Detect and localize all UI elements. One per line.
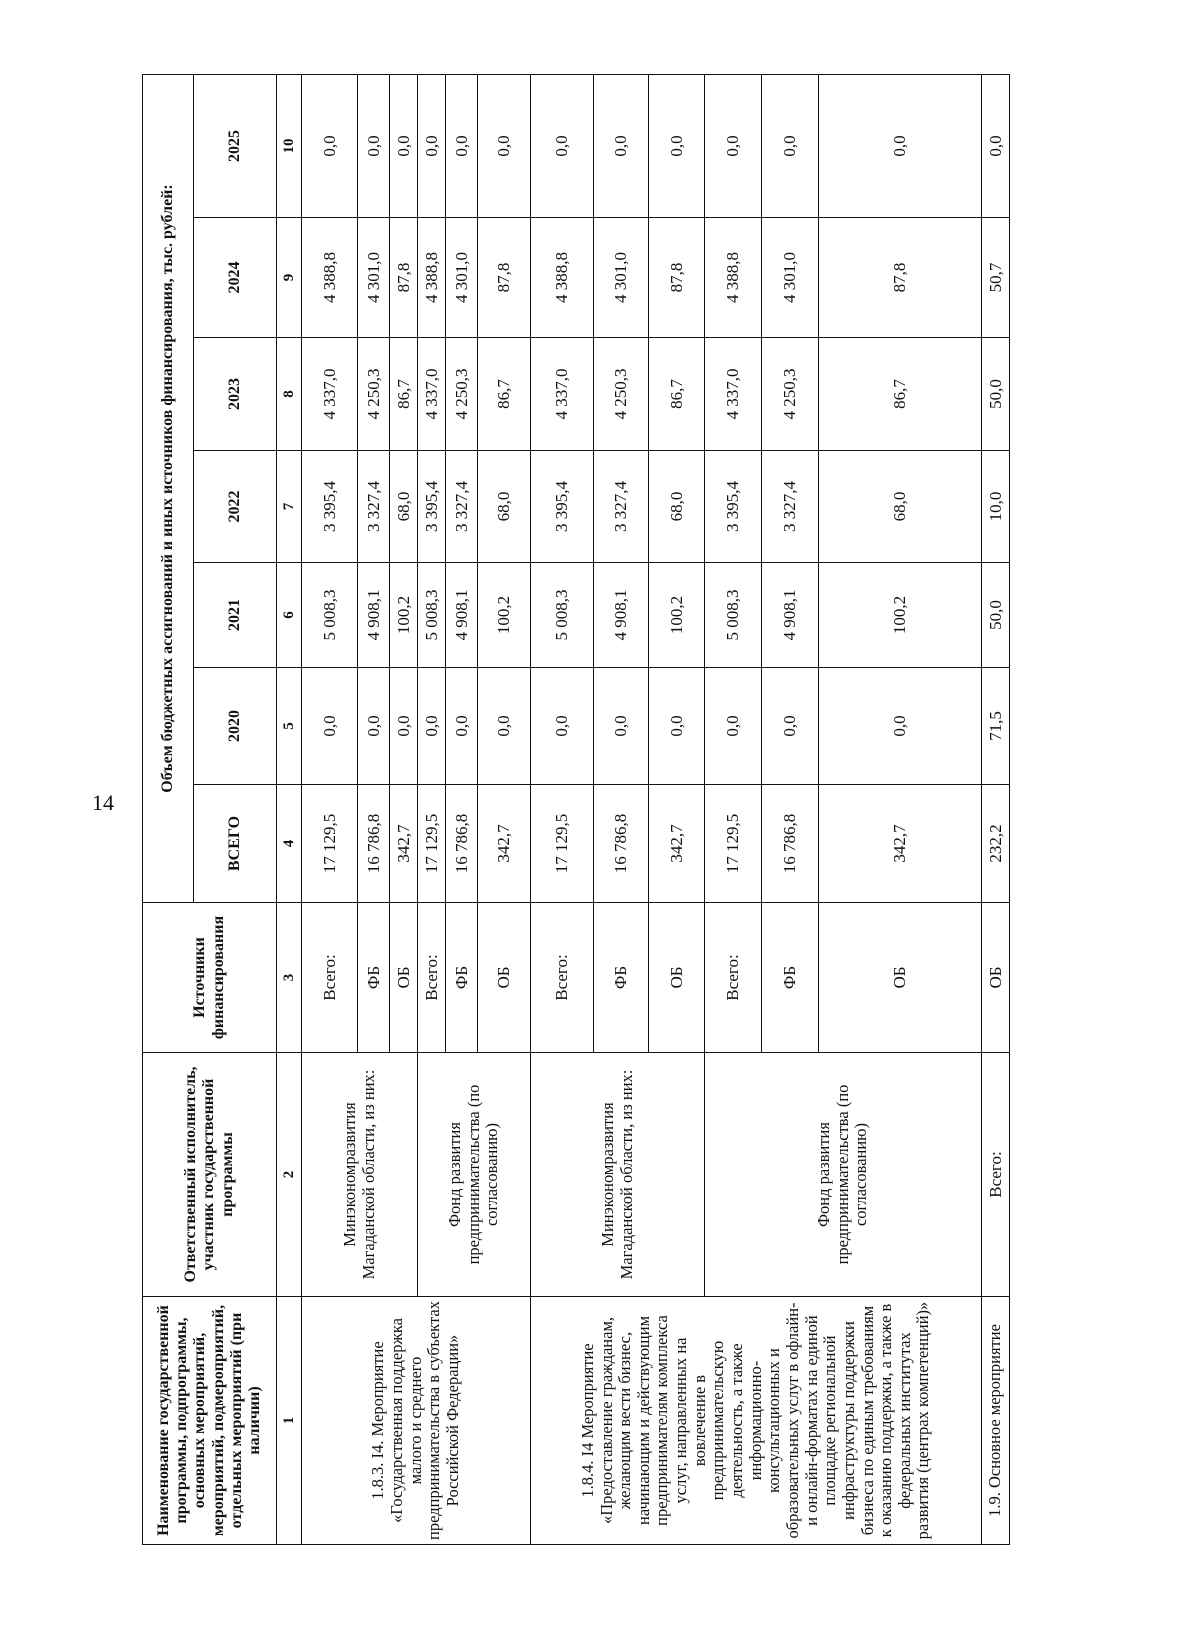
value-cell: 0,0: [418, 668, 446, 785]
value-cell: 0,0: [762, 74, 819, 217]
source-cell: ФБ: [446, 903, 478, 1053]
value-cell: 4 301,0: [358, 218, 390, 338]
value-cell: 16 786,8: [446, 785, 478, 903]
value-cell: 86,7: [649, 338, 705, 451]
value-cell: 0,0: [531, 668, 594, 785]
column-number: 10: [277, 74, 302, 217]
value-cell: 3 327,4: [594, 451, 649, 563]
value-cell: 0,0: [302, 668, 358, 785]
header-total: ВСЕГО: [194, 785, 277, 903]
column-number-row: [277, 74, 302, 1544]
source-cell: ОБ: [982, 903, 1010, 1053]
measure-name: 1.9. Основное мероприятие: [982, 1297, 1010, 1545]
source-cell: ОБ: [649, 903, 705, 1053]
value-cell: 342,7: [478, 785, 531, 903]
value-cell: 16 786,8: [762, 785, 819, 903]
source-cell: Всего:: [705, 903, 762, 1053]
value-cell: 4 250,3: [594, 338, 649, 451]
value-cell: 100,2: [478, 563, 531, 668]
value-cell: 17 129,5: [705, 785, 762, 903]
value-cell: 4 388,8: [705, 218, 762, 338]
value-cell: 4 337,0: [705, 338, 762, 451]
value-cell: 87,8: [819, 218, 982, 338]
source-cell: Всего:: [302, 903, 358, 1053]
value-cell: 68,0: [478, 451, 531, 563]
header-name: Наименование государственной программы, подпрограммы, основных мероприятий, мероприятий, подмероприятий, отдельных мероприятий (при наличии): [143, 1297, 277, 1545]
funding-table: [142, 74, 1010, 1545]
value-cell: 4 250,3: [358, 338, 390, 451]
header-year: 2022: [194, 451, 277, 563]
source-cell: ФБ: [594, 903, 649, 1053]
header-executor: Ответственный исполнитель, участник государственной программы: [143, 1053, 277, 1297]
value-cell: 68,0: [819, 451, 982, 563]
executor-name: Фонд развития предпринимательства (по согласованию): [418, 1053, 531, 1297]
value-cell: 4 908,1: [762, 563, 819, 668]
value-cell: 4 908,1: [446, 563, 478, 668]
value-cell: 0,0: [762, 668, 819, 785]
column-number: 9: [277, 218, 302, 338]
value-cell: 16 786,8: [358, 785, 390, 903]
value-cell: 86,7: [390, 338, 418, 451]
value-cell: 0,0: [302, 74, 358, 217]
value-cell: 5 008,3: [531, 563, 594, 668]
value-cell: 17 129,5: [302, 785, 358, 903]
value-cell: 0,0: [819, 74, 982, 217]
value-cell: 342,7: [390, 785, 418, 903]
value-cell: 0,0: [705, 74, 762, 217]
header-source: Источники финансирования: [143, 903, 277, 1053]
column-number: 5: [277, 668, 302, 785]
value-cell: 100,2: [649, 563, 705, 668]
value-cell: 0,0: [649, 668, 705, 785]
value-cell: 3 327,4: [358, 451, 390, 563]
value-cell: 3 395,4: [302, 451, 358, 563]
column-number: 4: [277, 785, 302, 903]
value-cell: 232,2: [982, 785, 1010, 903]
value-cell: 4 337,0: [418, 338, 446, 451]
value-cell: 3 327,4: [446, 451, 478, 563]
value-cell: 17 129,5: [418, 785, 446, 903]
value-cell: 4 388,8: [302, 218, 358, 338]
executor-name: Минэкономразвития Магаданской области, из них:: [531, 1053, 705, 1297]
value-cell: 3 395,4: [418, 451, 446, 563]
table-row: [302, 74, 358, 1544]
value-cell: 68,0: [390, 451, 418, 563]
source-cell: ОБ: [819, 903, 982, 1053]
header-year: 2023: [194, 338, 277, 451]
value-cell: 87,8: [390, 218, 418, 338]
column-number: 3: [277, 903, 302, 1053]
page-number: 14: [92, 790, 114, 815]
source-cell: ФБ: [762, 903, 819, 1053]
value-cell: 5 008,3: [705, 563, 762, 668]
value-cell: 0,0: [358, 74, 390, 217]
value-cell: 5 008,3: [302, 563, 358, 668]
source-cell: ОБ: [390, 903, 418, 1053]
value-cell: 0,0: [594, 668, 649, 785]
value-cell: 4 301,0: [594, 218, 649, 338]
value-cell: 4 388,8: [418, 218, 446, 338]
value-cell: 17 129,5: [531, 785, 594, 903]
value-cell: 50,7: [982, 218, 1010, 338]
value-cell: 342,7: [819, 785, 982, 903]
value-cell: 4 908,1: [594, 563, 649, 668]
executor-name: Всего:: [982, 1053, 1010, 1297]
value-cell: 0,0: [649, 74, 705, 217]
value-cell: 100,2: [390, 563, 418, 668]
value-cell: 0,0: [390, 668, 418, 785]
value-cell: 4 250,3: [446, 338, 478, 451]
value-cell: 86,7: [819, 338, 982, 451]
value-cell: 87,8: [649, 218, 705, 338]
value-cell: 86,7: [478, 338, 531, 451]
value-cell: 0,0: [446, 74, 478, 217]
executor-name: Минэкономразвития Магаданской области, из них:: [302, 1053, 418, 1297]
executor-name: Фонд развития предпринимательства (по согласованию): [705, 1053, 982, 1297]
value-cell: 71,5: [982, 668, 1010, 785]
value-cell: 10,0: [982, 451, 1010, 563]
value-cell: 100,2: [819, 563, 982, 668]
column-number: 8: [277, 338, 302, 451]
column-number: 6: [277, 563, 302, 668]
value-cell: 4 337,0: [531, 338, 594, 451]
table-row: [531, 74, 594, 1544]
column-number: 7: [277, 451, 302, 563]
value-cell: 4 301,0: [446, 218, 478, 338]
value-cell: 0,0: [358, 668, 390, 785]
value-cell: 0,0: [390, 74, 418, 217]
value-cell: 0,0: [705, 668, 762, 785]
source-cell: ФБ: [358, 903, 390, 1053]
header-row-1: [143, 74, 194, 1544]
value-cell: 0,0: [446, 668, 478, 785]
rotated-table-container: [142, 75, 1005, 1545]
value-cell: 0,0: [478, 668, 531, 785]
header-year: 2025: [194, 74, 277, 217]
value-cell: 3 395,4: [705, 451, 762, 563]
value-cell: 3 395,4: [531, 451, 594, 563]
value-cell: 4 388,8: [531, 218, 594, 338]
value-cell: 16 786,8: [594, 785, 649, 903]
header-year: 2020: [194, 668, 277, 785]
value-cell: 0,0: [478, 74, 531, 217]
measure-name: 1.8.4. I4 Мероприятие «Предоставление гражданам, желающим вести бизнес, начинающим и действующим предпринимателям комплекса услуг, направленных на вовлечение в предпринимательскую деятельность, а также информационно-консультационных и образовательных услуг в офлайн- и онлайн-форматах на единой площадке региональной инфраструктуры поддержки бизнеса по единым требованиям к оказанию поддержки, а также в федеральных институтах развития (центрах компетенций)»: [531, 1297, 982, 1545]
value-cell: 5 008,3: [418, 563, 446, 668]
value-cell: 4 250,3: [762, 338, 819, 451]
source-cell: Всего:: [418, 903, 446, 1053]
value-cell: 0,0: [594, 74, 649, 217]
measure-name: 1.8.3. I4. Мероприятие «Государственная поддержка малого и среднего предпринимательства в субъектах Российской Федерации»: [302, 1297, 531, 1545]
value-cell: 68,0: [649, 451, 705, 563]
source-cell: Всего:: [531, 903, 594, 1053]
value-cell: 4 908,1: [358, 563, 390, 668]
value-cell: 4 337,0: [302, 338, 358, 451]
value-cell: 50,0: [982, 563, 1010, 668]
value-cell: 0,0: [418, 74, 446, 217]
header-volume: Объем бюджетных ассигнований и иных источников финансирования, тыс. рублей:: [143, 74, 194, 902]
table-row: [982, 74, 1010, 1544]
value-cell: 50,0: [982, 338, 1010, 451]
column-number: 2: [277, 1053, 302, 1297]
header-year: 2021: [194, 563, 277, 668]
value-cell: 0,0: [819, 668, 982, 785]
value-cell: 87,8: [478, 218, 531, 338]
value-cell: 4 301,0: [762, 218, 819, 338]
value-cell: 0,0: [982, 74, 1010, 217]
column-number: 1: [277, 1297, 302, 1545]
value-cell: 0,0: [531, 74, 594, 217]
value-cell: 3 327,4: [762, 451, 819, 563]
value-cell: 342,7: [649, 785, 705, 903]
header-year: 2024: [194, 218, 277, 338]
source-cell: ОБ: [478, 903, 531, 1053]
